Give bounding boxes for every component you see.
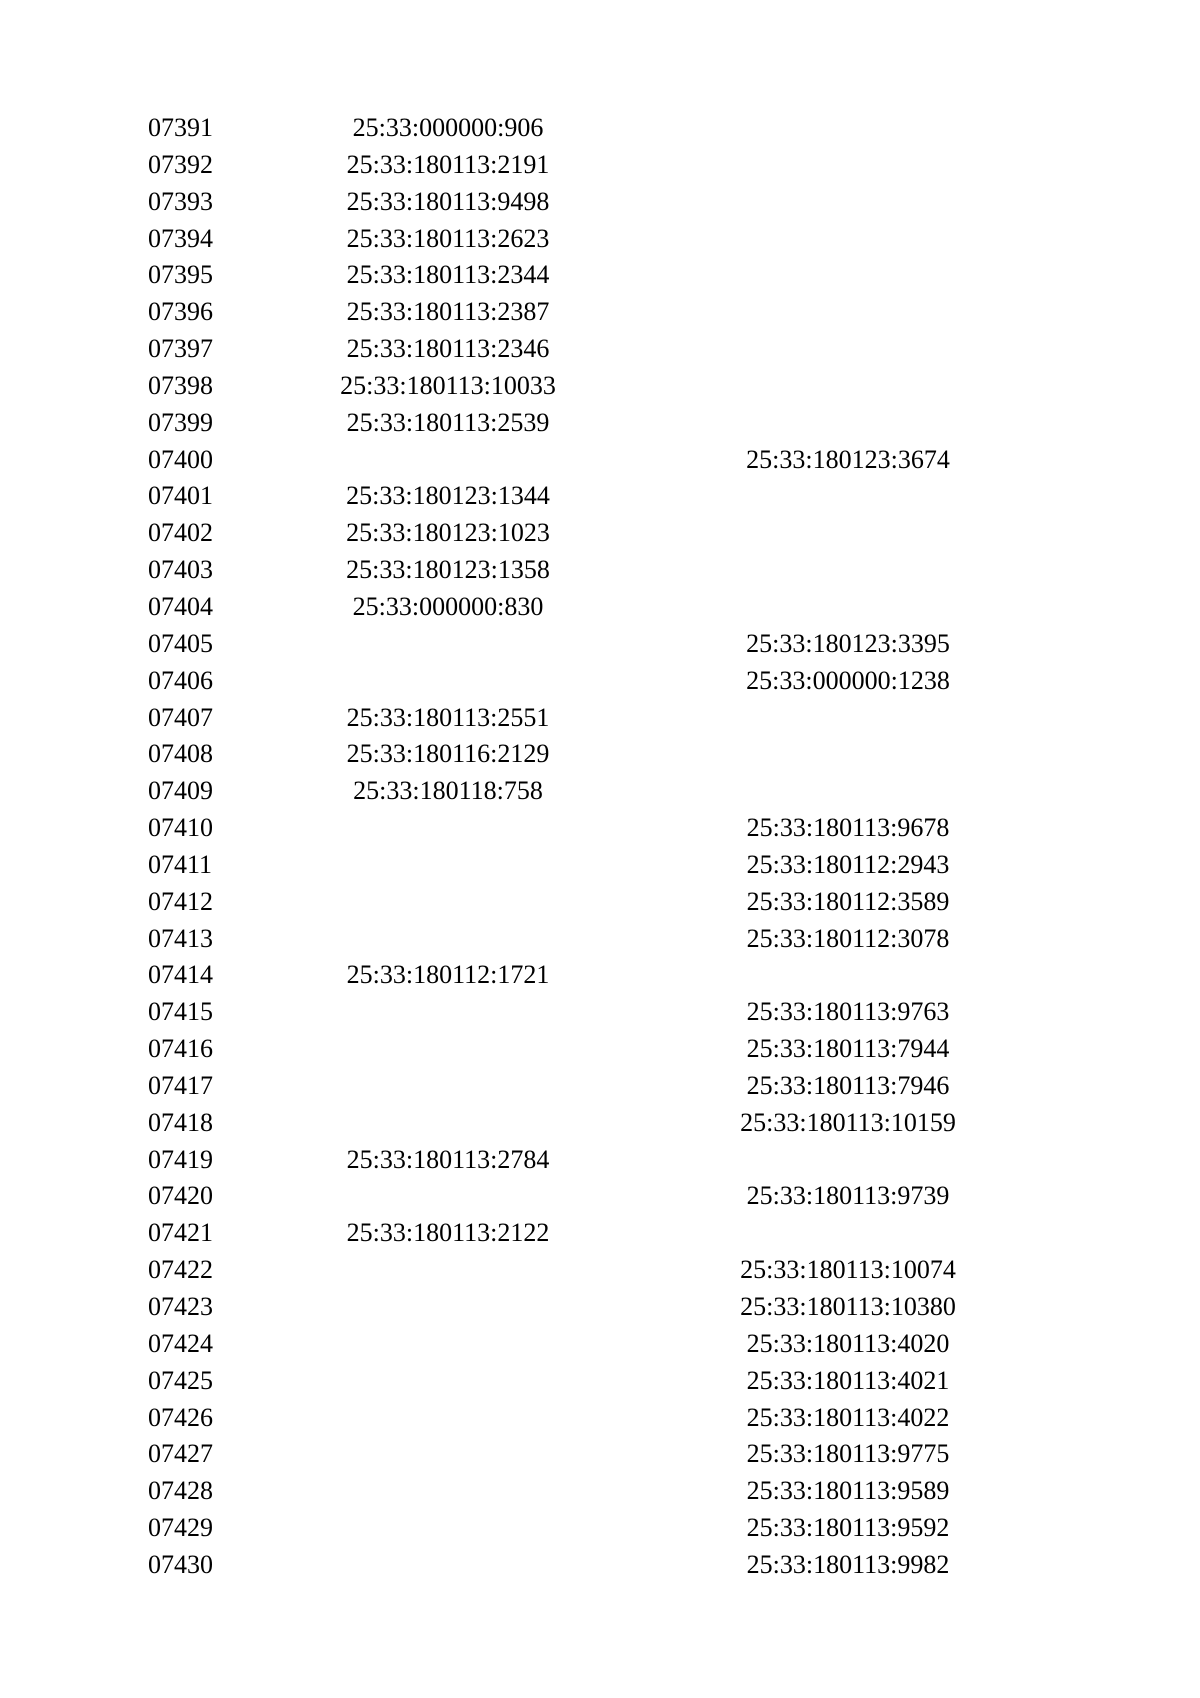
cadastral-number-table: [148, 110, 1048, 1584]
cadastral-number-column-2: 25:33:180112:3078: [746, 923, 950, 953]
cadastral-number-column-2: 25:33:180113:10074: [740, 1255, 956, 1285]
cadastral-number-column-1: 25:33:180113:2346: [346, 334, 550, 364]
table-row: [148, 773, 1048, 810]
row-number: 07424: [148, 1328, 213, 1358]
row-number: 07430: [148, 1549, 213, 1579]
cadastral-number-column-2: 25:33:180113:4021: [746, 1365, 950, 1395]
table-row: [148, 1178, 1048, 1215]
cadastral-number-column-2: 25:33:180113:9763: [746, 997, 950, 1027]
cadastral-number-column-2: 25:33:180113:7944: [746, 1034, 950, 1064]
table-row: [148, 478, 1048, 515]
row-number: 07415: [148, 997, 213, 1027]
cadastral-number-column-2: 25:33:180112:2943: [746, 849, 950, 879]
row-number: 07406: [148, 665, 213, 695]
row-number: 07409: [148, 776, 213, 806]
row-number: 07423: [148, 1292, 213, 1321]
row-number: 07425: [148, 1365, 213, 1395]
row-number: 07417: [148, 1070, 213, 1100]
cadastral-number-column-2: 25:33:180113:10380: [740, 1292, 956, 1321]
table-row: [148, 663, 1048, 700]
row-number: 07416: [148, 1034, 213, 1064]
cadastral-number-column-2: 25:33:180113:10159: [740, 1107, 956, 1137]
cadastral-number-column-2: 25:33:180113:9592: [746, 1513, 950, 1543]
cadastral-number-column-1: 25:33:180113:9498: [346, 186, 550, 216]
row-number: 07405: [148, 628, 213, 658]
cadastral-number-column-2: 25:33:000000:1238: [746, 665, 950, 695]
table-row: [148, 1473, 1048, 1510]
cadastral-number-column-2: 25:33:180123:3395: [746, 628, 950, 658]
cadastral-number-column-1: 25:33:180113:2539: [346, 407, 550, 437]
table-row: [148, 1547, 1048, 1584]
cadastral-number-column-2: 25:33:180112:3589: [746, 886, 950, 916]
row-number: 07398: [148, 370, 213, 400]
row-number: 07396: [148, 297, 213, 327]
row-number: 07397: [148, 334, 213, 364]
cadastral-number-column-1: 25:33:180113:2623: [346, 223, 550, 253]
cadastral-number-column-1: 25:33:180113:2551: [346, 702, 550, 732]
cadastral-number-column-2: 25:33:180113:9739: [746, 1181, 950, 1211]
cadastral-number-column-2: 25:33:180113:4020: [746, 1328, 950, 1358]
row-number: 07412: [148, 886, 213, 916]
cadastral-number-column-1: 25:33:180123:1023: [346, 518, 550, 548]
cadastral-number-column-2: 25:33:180113:9678: [746, 813, 950, 843]
table-row: [148, 221, 1048, 258]
row-number: 07411: [148, 849, 213, 879]
cadastral-number-column-2: 25:33:180113:9982: [746, 1549, 950, 1579]
cadastral-number-column-1: 25:33:180113:2191: [346, 149, 550, 179]
table-row: [148, 331, 1048, 368]
row-number: 07429: [148, 1513, 213, 1543]
table-row: [148, 257, 1048, 294]
row-number: 07403: [148, 555, 213, 585]
table-row: [148, 736, 1048, 773]
cadastral-number-column-1: 25:33:180113:2387: [346, 297, 550, 327]
cadastral-number-column-1: 25:33:180113:10033: [340, 370, 556, 400]
table-row: [148, 1215, 1048, 1252]
row-number: 07421: [148, 1218, 213, 1248]
table-row: [148, 442, 1048, 479]
table-row: [148, 1105, 1048, 1142]
cadastral-number-column-1: 25:33:000000:830: [352, 591, 544, 621]
cadastral-number-column-1: 25:33:180116:2129: [346, 739, 550, 769]
row-number: 07401: [148, 481, 213, 511]
row-number: 07394: [148, 223, 213, 253]
cadastral-number-column-1: 25:33:180113:2122: [346, 1218, 550, 1248]
table-row: [148, 1510, 1048, 1547]
row-number: 07418: [148, 1107, 213, 1137]
row-number: 07419: [148, 1144, 213, 1174]
table-row: [148, 294, 1048, 331]
table-row: [148, 1436, 1048, 1473]
table-row: [148, 957, 1048, 994]
table-row: [148, 1142, 1048, 1179]
cadastral-number-column-1: 25:33:180123:1344: [346, 481, 550, 511]
table-row: [148, 700, 1048, 737]
row-number: 07399: [148, 407, 213, 437]
row-number: 07410: [148, 813, 213, 843]
row-number: 07422: [148, 1255, 213, 1285]
row-number: 07414: [148, 960, 213, 990]
table-row: [148, 921, 1048, 958]
table-row: [148, 1400, 1048, 1437]
cadastral-number-column-1: 25:33:180118:758: [353, 776, 543, 806]
table-row: [148, 884, 1048, 921]
row-number: 07392: [148, 149, 213, 179]
row-number: 07428: [148, 1476, 213, 1506]
row-number: 07393: [148, 186, 213, 216]
cadastral-number-column-2: 25:33:180113:9589: [746, 1476, 950, 1506]
table-row: [148, 368, 1048, 405]
table-row: [148, 1289, 1048, 1326]
row-number: 07408: [148, 739, 213, 769]
row-number: 07391: [148, 113, 213, 142]
table-row: [148, 184, 1048, 221]
row-number: 07404: [148, 591, 213, 621]
cadastral-number-column-1: 25:33:180113:2344: [346, 260, 550, 290]
table-row: [148, 847, 1048, 884]
row-number: 07420: [148, 1181, 213, 1211]
table-row: [148, 810, 1048, 847]
table-row: [148, 994, 1048, 1031]
table-row: [148, 405, 1048, 442]
table-row: [148, 1363, 1048, 1400]
cadastral-number-column-1: 25:33:180123:1358: [346, 555, 550, 585]
row-number: 07402: [148, 518, 213, 548]
cadastral-number-column-2: 25:33:180113:9775: [746, 1439, 950, 1469]
row-number: 07407: [148, 702, 213, 732]
table-row: [148, 110, 1048, 147]
cadastral-number-column-1: 25:33:180112:1721: [346, 960, 550, 990]
table-row: [148, 1031, 1048, 1068]
row-number: 07395: [148, 260, 213, 290]
table-row: [148, 626, 1048, 663]
table-row: [148, 1326, 1048, 1363]
table-row: [148, 552, 1048, 589]
cadastral-number-column-2: 25:33:180113:4022: [746, 1402, 950, 1432]
row-number: 07400: [148, 444, 213, 474]
cadastral-number-column-1: 25:33:000000:906: [352, 113, 544, 142]
cadastral-number-column-1: 25:33:180113:2784: [346, 1144, 550, 1174]
row-number: 07427: [148, 1439, 213, 1469]
cadastral-number-column-2: 25:33:180123:3674: [746, 444, 950, 474]
table-row: [148, 515, 1048, 552]
table-row: [148, 589, 1048, 626]
row-number: 07426: [148, 1402, 213, 1432]
table-row: [148, 147, 1048, 184]
row-number: 07413: [148, 923, 213, 953]
table-row: [148, 1068, 1048, 1105]
cadastral-number-column-2: 25:33:180113:7946: [746, 1070, 950, 1100]
table-row: [148, 1252, 1048, 1289]
